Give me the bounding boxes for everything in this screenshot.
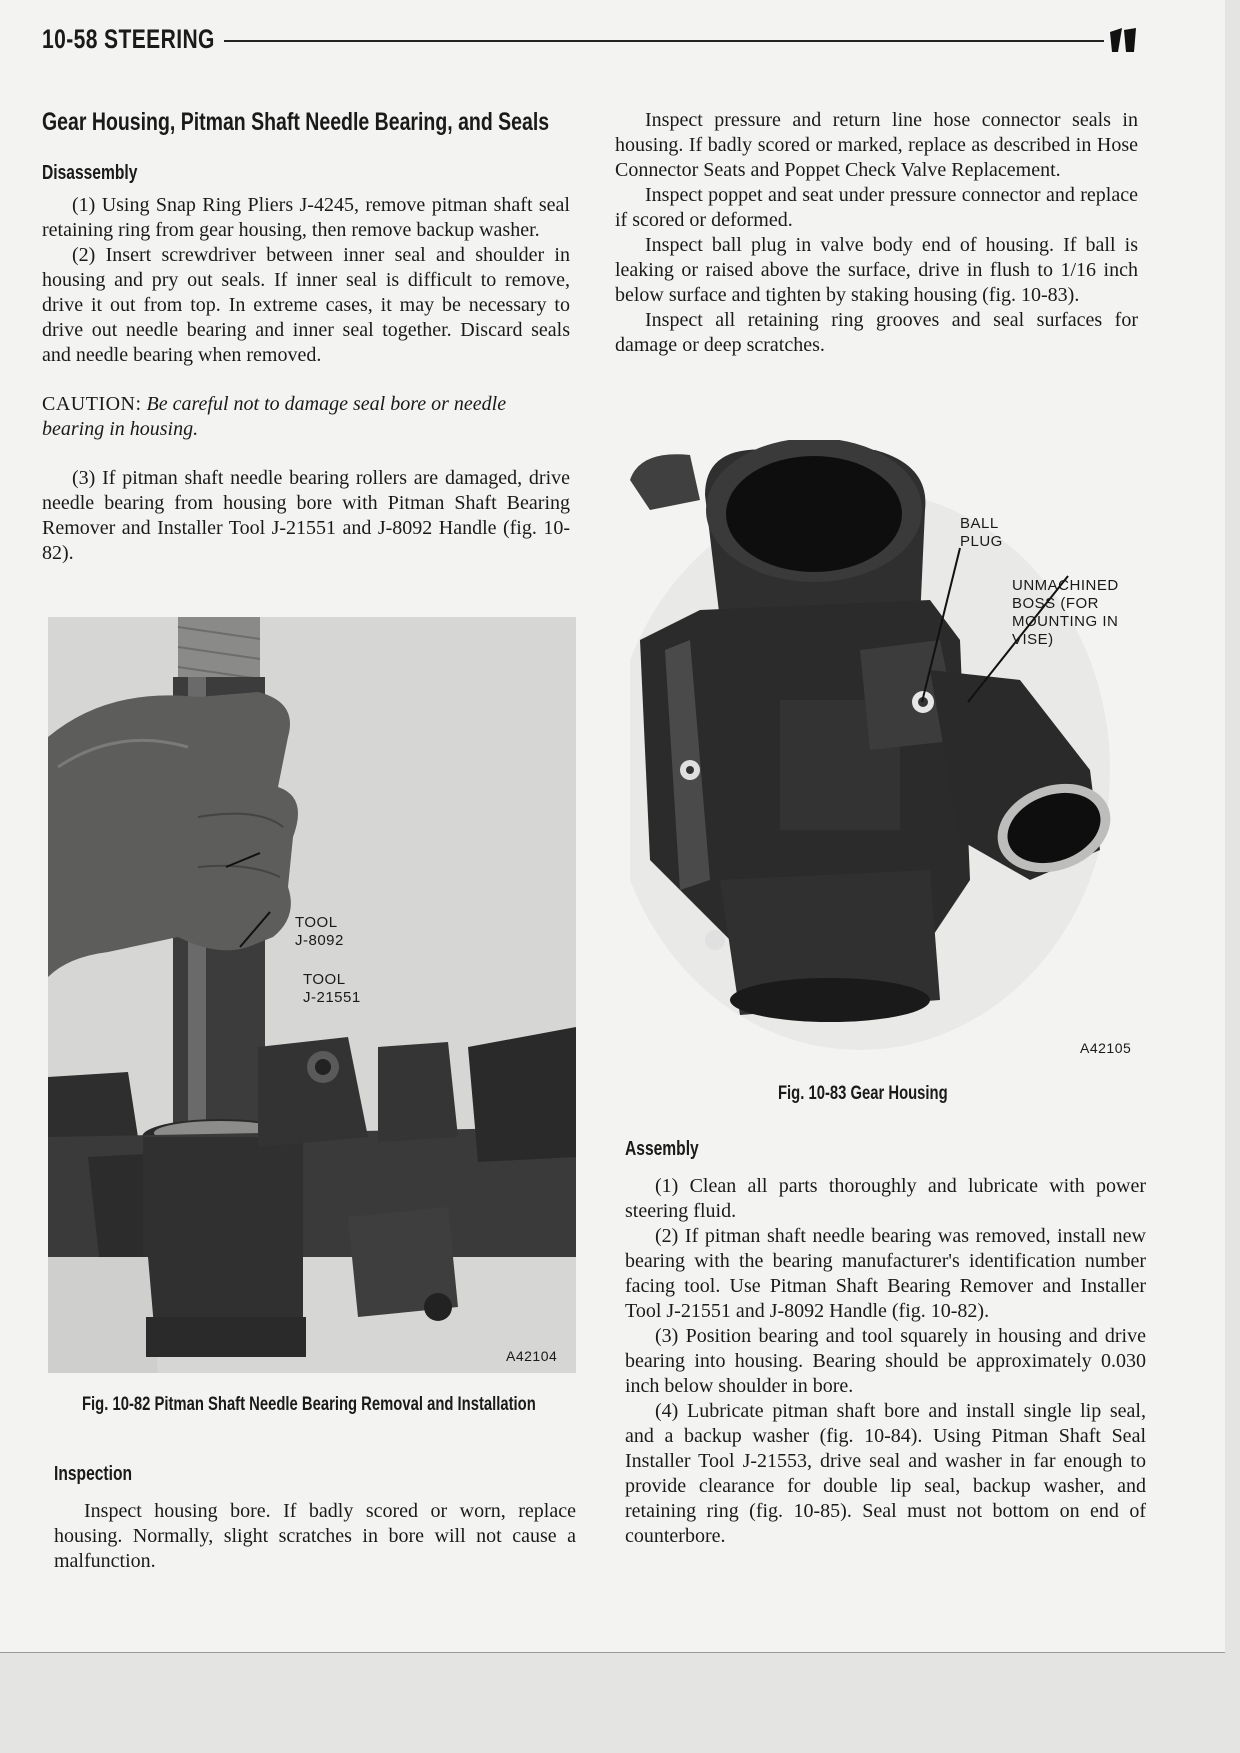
header-rule bbox=[224, 40, 1104, 42]
disassembly-step-2: (2) Insert screwdriver between inner seal and shoulder in housing and pry out seals. If inner seal is difficult to remove, drive it out from top. In extreme cases, it may be necessary to drive out needle bearing and inner seal together. Discard seals and needle bearing when removed. bbox=[42, 244, 570, 366]
callout-tool-j21551 bbox=[303, 971, 361, 1007]
page-title: 10-58 STEERING bbox=[42, 24, 215, 54]
callout-ball-plug-line2: PLUG bbox=[960, 533, 1003, 550]
disassembly-step-3: (3) If pitman shaft needle bearing rollers are damaged, drive needle bearing from housing bore with Pitman Shaft Bearing Remover and Installer Tool J-21551 and J-8092 Handle (fig. 10-82). bbox=[42, 467, 570, 564]
assembly-section bbox=[625, 1138, 1146, 1549]
disassembly-heading: Disassembly bbox=[42, 162, 138, 184]
inspection-text: Inspect housing bore. If badly scored or worn, replace housing. Normally, slight scratches in bore will not cause a malfunction. bbox=[54, 1500, 576, 1572]
figure-10-82-caption: Fig. 10-82 Pitman Shaft Needle Bearing Removal and Installation bbox=[82, 1394, 536, 1415]
figure-10-83-id: A42105 bbox=[1080, 1040, 1132, 1056]
inspect-paragraph-3: Inspect ball plug in valve body end of housing. If ball is leaking or raised above the surface, drive in flush to 1/16 inch below surface and tighten by staking housing (fig. 10-83). bbox=[615, 234, 1138, 306]
callout-tool-j8092-id: J-8092 bbox=[295, 932, 344, 949]
callout-ball-plug-line1: BALL bbox=[960, 515, 999, 532]
inspect-paragraph-2: Inspect poppet and seat under pressure connector and replace if scored or deformed. bbox=[615, 184, 1138, 231]
figure-10-83-photo bbox=[630, 440, 1130, 1060]
callout-boss-line2: BOSS (FOR bbox=[1012, 595, 1100, 612]
callout-boss-line1: UNMACHINED bbox=[1012, 577, 1119, 594]
assembly-step-1: (1) Clean all parts thoroughly and lubricate with power steering fluid. bbox=[625, 1175, 1146, 1222]
callout-unmachined-boss bbox=[1012, 577, 1119, 649]
section-title: Gear Housing, Pitman Shaft Needle Bearing, and Seals bbox=[42, 108, 550, 136]
callout-tool-j21551-id: J-21551 bbox=[303, 989, 361, 1006]
page-header bbox=[42, 22, 1140, 62]
caution-note bbox=[42, 392, 570, 442]
left-column bbox=[42, 108, 570, 566]
assembly-heading: Assembly bbox=[625, 1138, 699, 1160]
caution-text: Be careful not to damage seal bore or needle bearing in housing. bbox=[42, 393, 507, 440]
callout-tool-j8092 bbox=[295, 914, 344, 950]
inspection-section bbox=[54, 1463, 576, 1574]
callout-boss-line4: VISE) bbox=[1012, 631, 1054, 648]
callout-tool-j8092-label: TOOL bbox=[295, 914, 338, 931]
callout-ball-plug bbox=[960, 515, 1003, 551]
assembly-step-2: (2) If pitman shaft needle bearing was removed, install new bearing with the bearing manufacturer's identification number facing tool. Use Pitman Shaft Bearing Remover and Installer Tool J-21551 and J-8092 Handle (fig. 10-82). bbox=[625, 1225, 1146, 1322]
inspection-heading: Inspection bbox=[54, 1463, 133, 1485]
inspect-paragraph-1: Inspect pressure and return line hose connector seals in housing. If badly scored or marked, replace as described in Hose Connector Seats and Poppet Check Valve Replacement. bbox=[615, 109, 1138, 181]
disassembly-step-1: (1) Using Snap Ring Pliers J-4245, remove pitman shaft seal retaining ring from gear housing, then remove backup washer. bbox=[42, 194, 570, 241]
assembly-step-4: (4) Lubricate pitman shaft bore and install single lip seal, and a backup washer (fig. 10-84). Using Pitman Shaft Seal Installer Tool J-21553, drive seal and washer in far enough to provide clearance for double lip seal, backup washer, and retaining ring (fig. 10-85). Seal must not bottom on end of counterbore. bbox=[625, 1400, 1146, 1547]
jeep-logo-icon bbox=[1108, 26, 1138, 54]
caution-label: CAUTION: bbox=[42, 393, 142, 415]
figure-10-82-id: A42104 bbox=[506, 1348, 558, 1364]
assembly-step-3: (3) Position bearing and tool squarely in housing and drive bearing into housing. Bearing should be approximately 0.030 inch below shoulder in bore. bbox=[625, 1325, 1146, 1397]
figure-10-83-caption: Fig. 10-83 Gear Housing bbox=[778, 1083, 948, 1104]
right-column-top bbox=[615, 108, 1138, 358]
inspect-paragraph-4: Inspect all retaining ring grooves and seal surfaces for damage or deep scratches. bbox=[615, 309, 1138, 356]
callout-tool-j21551-label: TOOL bbox=[303, 971, 346, 988]
callout-boss-line3: MOUNTING IN bbox=[1012, 613, 1119, 630]
